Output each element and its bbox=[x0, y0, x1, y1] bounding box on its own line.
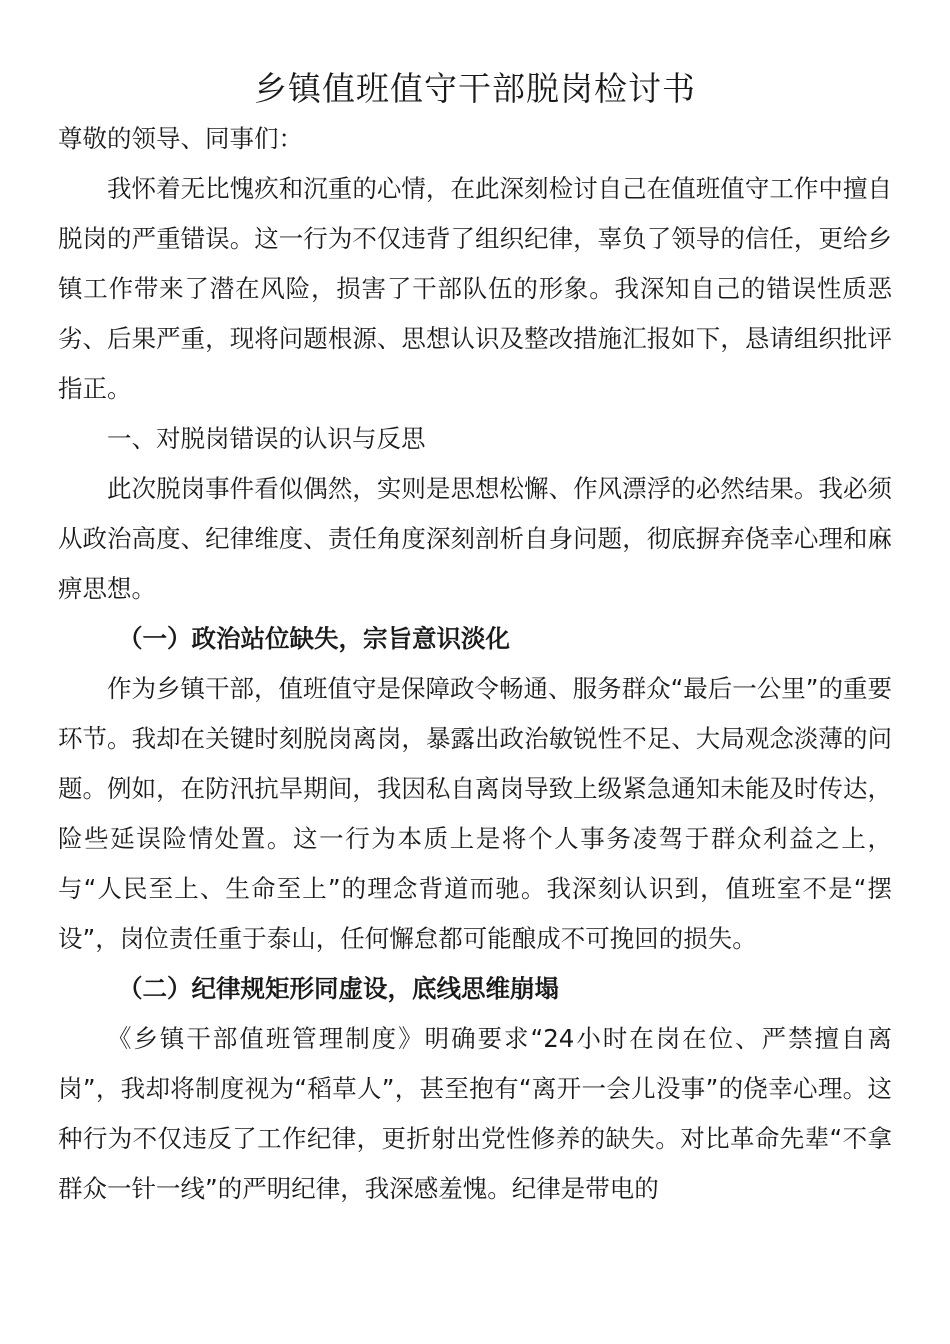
section-1-paragraph: 此次脱岗事件看似偶然，实则是思想松懈、作风漂浮的必然结果。我必须从政治高度、纪律维度、责任角度深刻剖析自身问题，彻底摒弃侥幸心理和麻痹思想。 bbox=[58, 474, 892, 603]
salutation: 尊敬的领导、同事们： bbox=[58, 124, 303, 153]
subsection-1-paragraph: 作为乡镇干部，值班值守是保障政令畅通、服务群众“最后一公里”的重要环节。我却在关键时刻脱岗离岗，暴露出政治敏锐性不足、大局观念淡薄的问题。例如，在防汛抗旱期间，我因私自离岗导致上级紧急通知未能及时传达，险些延误险情处置。这一行为本质上是将个人事务凌驾于群众利益之上，与“人民至上、生命至上”的理念背道而驰。我深刻认识到，值班室不是“摆设”，岗位责任重于泰山，任何懈怠都可能酿成不可挽回的损失。 bbox=[58, 674, 892, 953]
section-1-heading: 一、对脱岗错误的认识与反思 bbox=[107, 424, 426, 453]
document-title: 乡镇值班值守干部脱岗检讨书 bbox=[254, 69, 696, 108]
intro-paragraph: 我怀着无比愧疚和沉重的心情，在此深刻检讨自己在值班值守工作中擅自脱岗的严重错误。这一行为不仅违背了组织纪律，辜负了领导的信任，更给乡镇工作带来了潜在风险，损害了干部队伍的形象。我深知自己的错误性质恶劣、后果严重，现将问题根源、思想认识及整改措施汇报如下，恳请组织批评指正。 bbox=[58, 174, 892, 403]
subsection-2-heading: （二）纪律规矩形同虚设，底线思维崩塌 bbox=[118, 974, 559, 1003]
subsection-2-paragraph: 《乡镇干部值班管理制度》明确要求“24小时在岗在位、严禁擅自离岗”，我却将制度视为“稻草人”，甚至抱有“离开一会儿没事”的侥幸心理。这种行为不仅违反了工作纪律，更折射出党性修养的缺失。对比革命先辈“不拿群众一针一线”的严明纪律，我深感羞愧。纪律是带电的 bbox=[58, 1024, 892, 1203]
subsection-1-heading: （一）政治站位缺失，宗旨意识淡化 bbox=[118, 624, 510, 653]
